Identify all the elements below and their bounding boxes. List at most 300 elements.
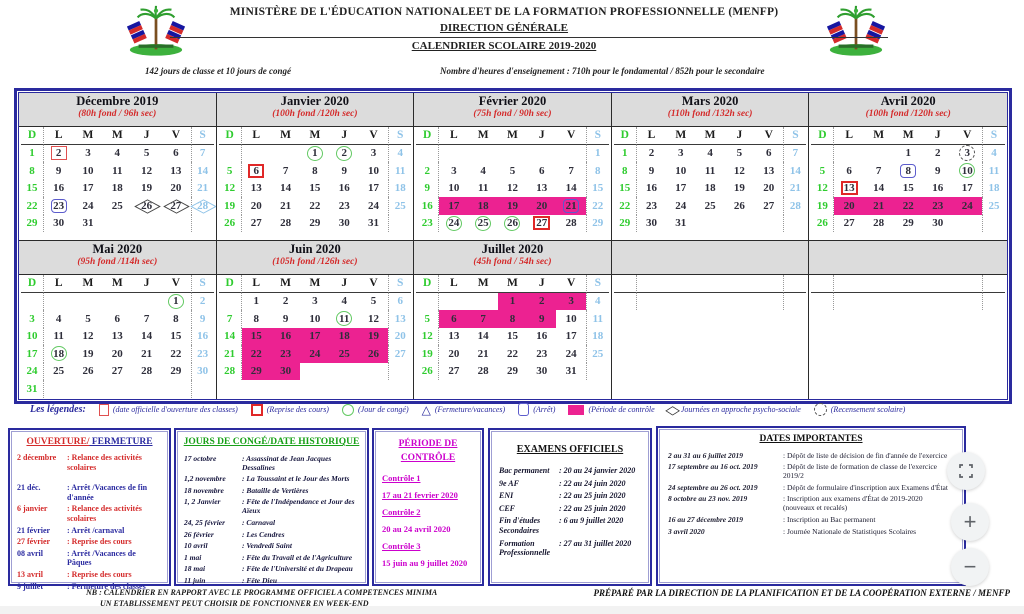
- day-cell: [498, 345, 527, 363]
- day-number: 17: [675, 182, 687, 195]
- day-number: 12: [368, 312, 380, 325]
- date-importante-date: 16 au 27 décembre 2019: [668, 514, 743, 524]
- date-importante-row: [658, 460, 964, 481]
- day-cell: [893, 145, 923, 163]
- day-number: 12: [506, 182, 518, 195]
- day-number: 30: [536, 365, 548, 378]
- weekday-header-cell: M: [666, 127, 695, 145]
- ouverture-row: [10, 535, 169, 547]
- zoom-out-button[interactable]: −: [951, 548, 989, 586]
- day-number: 20: [111, 347, 123, 360]
- weekday-header-cell: D: [21, 275, 44, 293]
- day-cell: [330, 162, 359, 180]
- day-cell: [556, 328, 585, 346]
- panel-conges-title: JOURS DE CONGÉ/DATE HISTORIQUE: [183, 437, 360, 447]
- weekday-header-cell: L: [242, 275, 271, 293]
- day-number: 21: [873, 199, 885, 212]
- weekday-header-cell: S: [388, 127, 411, 145]
- day-number: 7: [143, 312, 150, 325]
- day-number: 24: [309, 347, 321, 360]
- day-cell: [416, 197, 439, 215]
- day-cell: [811, 197, 834, 215]
- day-cell: [556, 310, 585, 328]
- day-number: 28: [565, 217, 577, 230]
- day-number: 6: [451, 312, 457, 325]
- day-cell: [498, 180, 527, 198]
- day-number: 9: [341, 164, 347, 177]
- day-number: 19: [733, 182, 745, 195]
- day-cell: [300, 162, 329, 180]
- month-janvier-2020: [217, 93, 415, 241]
- conge-date: 17 octobre: [184, 453, 217, 463]
- day-cell: [439, 145, 468, 163]
- day-cell: [864, 162, 894, 180]
- day-cell: [469, 145, 498, 163]
- day-number: 18: [394, 182, 406, 195]
- day-number: 16: [338, 182, 350, 195]
- day-cell: [952, 293, 982, 311]
- day-cell: [191, 293, 214, 311]
- ouverture-row: [10, 547, 169, 568]
- day-number: 25: [592, 347, 604, 360]
- weekday-header-cell: M: [469, 127, 498, 145]
- day-number: 31: [675, 217, 687, 230]
- day-number: 13: [763, 164, 775, 177]
- weekday-header-cell: V: [556, 275, 585, 293]
- day-number: 28: [141, 365, 153, 378]
- day-cell: [527, 328, 556, 346]
- day-cell: [527, 345, 556, 363]
- calendar-title: CALENDRIER SCOLAIRE 2019-2020: [411, 40, 597, 52]
- day-cell: [469, 363, 498, 381]
- day-number: 7: [226, 312, 233, 325]
- conge-row: [176, 495, 367, 516]
- day-cell: [864, 197, 894, 215]
- day-cell: [271, 145, 300, 163]
- day-number: 23: [197, 347, 209, 360]
- day-cell: [73, 310, 102, 328]
- legend-label: Les légendes:: [30, 404, 86, 415]
- day-cell: [811, 180, 834, 198]
- day-cell: [271, 162, 300, 180]
- day-cell: [923, 293, 953, 311]
- day-number: 19: [816, 199, 828, 212]
- day-number: 22: [170, 347, 182, 360]
- day-cell: [864, 145, 894, 163]
- day-cell: [44, 380, 73, 398]
- day-number: 4: [480, 164, 486, 177]
- day-cell: [242, 145, 271, 163]
- day-cell: [952, 215, 982, 233]
- controle-line: 20 au 24 avril 2020: [382, 523, 451, 534]
- day-cell: [923, 145, 953, 163]
- day-cell: [132, 380, 161, 398]
- controle-line: Contrôle 2: [382, 506, 421, 517]
- day-cell: [242, 197, 271, 215]
- day-number: 29: [592, 217, 604, 230]
- day-cell: [359, 145, 388, 163]
- day-number: 29: [619, 217, 631, 230]
- day-cell: [330, 345, 359, 363]
- day-cell: [952, 145, 982, 163]
- day-cell: [73, 363, 102, 381]
- day-cell: [219, 162, 242, 180]
- day-number: 12: [816, 182, 828, 195]
- day-cell: [44, 363, 73, 381]
- conge-date: 1 mai: [184, 552, 202, 562]
- day-number: 18: [704, 182, 716, 195]
- month-mai-2020: [19, 241, 217, 399]
- day-cell: [330, 180, 359, 198]
- date-importante-row: [658, 492, 964, 513]
- day-number: 24: [675, 199, 687, 212]
- month-body: [809, 275, 1007, 399]
- day-number: 3: [29, 312, 35, 325]
- day-cell: [893, 293, 923, 311]
- weekday-header-cell: D: [614, 127, 637, 145]
- day-number: 3: [451, 164, 457, 177]
- month-hours: (100h fond /120h sec): [272, 108, 358, 119]
- day-cell: [388, 293, 411, 311]
- month-header: [217, 93, 414, 127]
- month-body: [19, 275, 216, 399]
- ouverture-row: [10, 568, 169, 580]
- ouverture-desc: : Reprise des cours: [67, 569, 132, 579]
- day-number: 28: [873, 217, 885, 230]
- day-cell: [271, 310, 300, 328]
- day-number: 1: [168, 294, 184, 309]
- day-cell: [834, 162, 864, 180]
- day-number: 18: [51, 346, 67, 361]
- day-number: 5: [143, 147, 150, 160]
- day-number: 22: [506, 347, 518, 360]
- day-cell: [242, 293, 271, 311]
- day-cell: [271, 328, 300, 346]
- day-cell: [300, 345, 329, 363]
- day-cell: [219, 363, 242, 381]
- day-number: 6: [765, 147, 772, 160]
- weekday-header-cell: S: [191, 275, 214, 293]
- month-body: [612, 127, 809, 240]
- day-number: 20: [394, 330, 406, 343]
- day-cell: [725, 197, 754, 215]
- conge-desc: : Fête de l'Université et du Drapeau: [242, 564, 353, 574]
- ouverture-desc: : Reprise des cours: [67, 537, 132, 547]
- day-number: 4: [707, 147, 713, 160]
- day-number: 16: [536, 330, 548, 343]
- conge-date: 11 juin: [184, 575, 206, 585]
- legend-symbol-t: △: [421, 402, 431, 417]
- day-number: 19: [506, 199, 518, 212]
- day-cell: [161, 293, 190, 311]
- day-cell: [834, 293, 864, 311]
- day-number: 3: [959, 145, 975, 161]
- day-number: 13: [111, 330, 123, 343]
- day-number: 25: [988, 199, 1000, 212]
- day-cell: [416, 162, 439, 180]
- examen-value: : 27 au 31 juillet 2020: [559, 538, 632, 548]
- day-number: 22: [592, 199, 604, 212]
- day-cell: [556, 215, 585, 233]
- day-cell: [923, 215, 953, 233]
- examen-row: [490, 463, 650, 476]
- day-number: 25: [394, 199, 406, 212]
- month-body: [217, 275, 414, 399]
- day-number: 6: [397, 295, 403, 308]
- day-number: 30: [932, 217, 944, 230]
- day-number: 17: [961, 182, 973, 195]
- controle-line: Contrôle 1: [382, 472, 421, 483]
- day-cell: [864, 215, 894, 233]
- day-cell: [783, 162, 806, 180]
- month-title: Février 2020: [478, 94, 547, 108]
- date-importante-desc: : Journée Nationale de Statistiques Scolaires: [783, 526, 917, 536]
- day-cell: [834, 197, 864, 215]
- weekday-header-cell: V: [952, 127, 982, 145]
- day-cell: [103, 380, 132, 398]
- month-title: Avril 2020: [880, 94, 936, 108]
- weekday-header-cell: M: [300, 127, 329, 145]
- day-cell: [21, 180, 44, 198]
- day-number: 5: [226, 164, 233, 177]
- weekday-header-cell: S: [191, 127, 214, 145]
- day-cell: [469, 345, 498, 363]
- day-cell: [469, 293, 498, 311]
- day-number: 11: [592, 312, 603, 325]
- day-number: 27: [843, 217, 855, 230]
- day-cell: [191, 145, 214, 163]
- day-cell: [637, 293, 666, 311]
- day-cell: [359, 180, 388, 198]
- day-number: 2: [648, 147, 655, 160]
- month-title: Juin 2020: [289, 242, 341, 256]
- weekday-header-cell: [637, 275, 666, 293]
- day-cell: [982, 197, 1005, 215]
- day-cell: [893, 162, 923, 180]
- day-cell: [439, 180, 468, 198]
- examen-value: : 20 au 24 janvier 2020: [559, 466, 636, 475]
- day-cell: [666, 180, 695, 198]
- day-number: 4: [595, 295, 601, 308]
- day-cell: [359, 293, 388, 311]
- day-number: 11: [477, 182, 489, 195]
- legend-item: [518, 403, 555, 416]
- day-number: 1: [29, 147, 35, 160]
- day-cell: [982, 180, 1005, 198]
- month-body: [217, 127, 414, 240]
- day-cell: [783, 215, 806, 233]
- day-cell: [132, 293, 161, 311]
- day-cell: [783, 180, 806, 198]
- examen-value: : 6 au 9 juillet 2020: [559, 516, 624, 526]
- conge-row: [176, 451, 367, 472]
- day-number: 19: [141, 182, 153, 195]
- day-cell: [416, 215, 439, 233]
- weekday-header-cell: L: [439, 127, 468, 145]
- day-cell: [242, 180, 271, 198]
- day-cell: [637, 162, 666, 180]
- day-cell: [586, 345, 609, 363]
- day-cell: [191, 180, 214, 198]
- weekday-header-cell: M: [498, 275, 527, 293]
- examen-row: [490, 501, 650, 514]
- day-number: 27: [763, 199, 775, 212]
- ouverture-row: [10, 524, 169, 536]
- day-cell: [725, 293, 754, 311]
- weekday-header-cell: J: [527, 275, 556, 293]
- day-cell: [388, 345, 411, 363]
- day-cell: [330, 328, 359, 346]
- day-cell: [21, 310, 44, 328]
- weekday-header-cell: V: [161, 127, 190, 145]
- day-number: 8: [595, 164, 601, 177]
- conge-row: [176, 472, 367, 484]
- month-title: Janvier 2020: [280, 94, 349, 108]
- day-number: 2: [199, 295, 206, 308]
- day-cell: [132, 328, 161, 346]
- weekday-header-cell: M: [864, 127, 894, 145]
- ouverture-desc: : Arrêt /Vacances de Pâques: [67, 548, 136, 568]
- controle-line: Contrôle 3: [382, 540, 421, 551]
- day-cell: [586, 328, 609, 346]
- weekday-header-cell: [754, 275, 783, 293]
- day-number: 31: [565, 365, 577, 378]
- day-number: 12: [224, 182, 236, 195]
- day-cell: [103, 145, 132, 163]
- day-cell: [21, 345, 44, 363]
- day-number: 22: [619, 199, 631, 212]
- day-number: 21: [224, 347, 236, 360]
- fullscreen-button[interactable]: [947, 452, 985, 490]
- day-number: 13: [448, 330, 460, 343]
- ouverture-row: [10, 502, 169, 523]
- day-number: 29: [250, 365, 262, 378]
- day-cell: [132, 363, 161, 381]
- document-header: [152, 6, 856, 52]
- day-number: 8: [29, 164, 35, 177]
- date-importante-desc: : Inscription aux examens d'État de 2019-2020 (nouveaux et recalés): [783, 494, 923, 513]
- day-cell: [527, 197, 556, 215]
- month-header: [612, 241, 809, 275]
- day-cell: [103, 310, 132, 328]
- day-cell: [73, 293, 102, 311]
- day-cell: [271, 363, 300, 381]
- day-cell: [498, 162, 527, 180]
- day-cell: [330, 310, 359, 328]
- weekday-header-cell: M: [498, 127, 527, 145]
- weekday-header-cell: V: [359, 275, 388, 293]
- weekday-header-cell: [952, 275, 982, 293]
- day-cell: [44, 215, 73, 233]
- day-number: 11: [394, 164, 406, 177]
- stats-teaching-hours: Nombre d'heures d'enseignement : 710h pour le fondamental / 852h pour le secondaire: [440, 66, 765, 76]
- panel-ouverture-title: [10, 437, 169, 447]
- conge-desc: : Vendredi Saint: [242, 541, 293, 551]
- day-cell: [191, 363, 214, 381]
- day-number: 7: [568, 164, 574, 177]
- day-cell: [44, 180, 73, 198]
- weekday-header-cell: V: [556, 127, 585, 145]
- day-number: 23: [51, 199, 67, 213]
- day-cell: [191, 162, 214, 180]
- conge-date: 18 mai: [184, 564, 206, 574]
- day-number: 20: [250, 199, 262, 212]
- legend-item: [814, 403, 906, 416]
- day-cell: [219, 310, 242, 328]
- day-cell: [73, 328, 102, 346]
- day-number: 26: [139, 199, 155, 213]
- month-body: [612, 275, 809, 399]
- day-cell: [923, 197, 953, 215]
- day-number: 14: [789, 164, 801, 177]
- day-number: 24: [368, 199, 380, 212]
- day-cell: [498, 197, 527, 215]
- panel-ouverture-fermeture: [8, 428, 171, 591]
- day-cell: [783, 293, 806, 311]
- day-cell: [614, 215, 637, 233]
- day-cell: [21, 215, 44, 233]
- date-importante-desc: : Dépôt de liste de formation de classe de l'exercice 2019/2: [783, 462, 937, 481]
- day-number: 21: [789, 182, 801, 195]
- day-number: 24: [961, 199, 973, 212]
- day-cell: [44, 328, 73, 346]
- day-cell: [300, 180, 329, 198]
- day-cell: [161, 363, 190, 381]
- day-cell: [586, 293, 609, 311]
- day-cell: [754, 162, 783, 180]
- day-cell: [21, 328, 44, 346]
- legend-text: (Arrêt): [533, 405, 556, 414]
- day-number: 28: [195, 199, 211, 213]
- day-number: 16: [53, 182, 65, 195]
- examen-row: [490, 513, 650, 535]
- day-number: 5: [509, 164, 516, 177]
- day-cell: [103, 197, 132, 215]
- day-number: 1: [622, 147, 628, 160]
- day-number: 25: [704, 199, 716, 212]
- day-number: 7: [792, 147, 799, 160]
- day-number: 2: [336, 146, 352, 161]
- zoom-in-button[interactable]: +: [951, 503, 989, 541]
- day-cell: [923, 180, 953, 198]
- day-cell: [416, 345, 439, 363]
- day-number: 13: [250, 182, 262, 195]
- day-cell: [219, 197, 242, 215]
- day-number: 16: [280, 330, 292, 343]
- day-number: 3: [568, 295, 574, 308]
- day-cell: [73, 215, 102, 233]
- day-number: 17: [368, 182, 380, 195]
- examen-value: : 22 au 25 juin 2020: [559, 491, 626, 501]
- day-cell: [132, 162, 161, 180]
- day-number: 11: [53, 330, 64, 343]
- day-cell: [614, 145, 637, 163]
- day-number: 27: [250, 217, 262, 230]
- weekday-header-cell: L: [242, 127, 271, 145]
- panel-periode-de-controle: [372, 428, 484, 586]
- weekday-header-cell: [725, 275, 754, 293]
- day-cell: [864, 293, 894, 311]
- day-cell: [359, 197, 388, 215]
- legend-text: Journées en approche psycho-sociale: [680, 405, 801, 414]
- month-header: [217, 241, 414, 275]
- weekday-header-cell: [695, 275, 724, 293]
- day-cell: [191, 328, 214, 346]
- day-number: 11: [988, 164, 1000, 177]
- weekday-header-cell: D: [416, 275, 439, 293]
- day-number: 14: [197, 164, 209, 177]
- day-cell: [388, 162, 411, 180]
